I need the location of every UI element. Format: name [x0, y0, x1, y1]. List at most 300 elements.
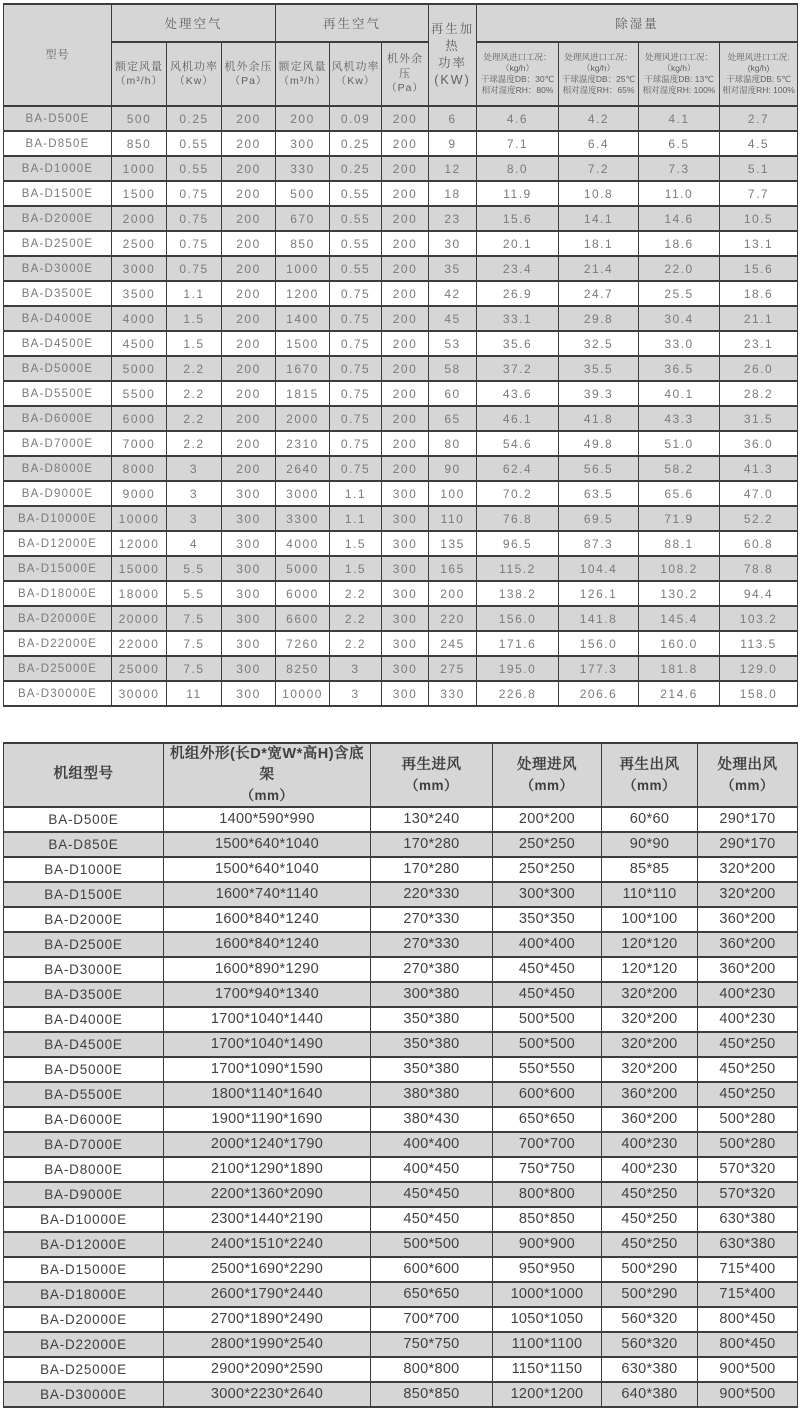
value-cell: 0.75: [330, 431, 382, 456]
value-cell: 26.0: [720, 356, 798, 381]
value-cell: 30: [429, 231, 477, 256]
value-cell: 450*250: [698, 1082, 798, 1107]
value-cell: 33.1: [477, 306, 559, 331]
value-cell: 300: [382, 506, 429, 531]
value-cell: 650*650: [493, 1107, 602, 1132]
value-cell: 104.4: [559, 556, 639, 581]
value-cell: 270*330: [371, 932, 493, 957]
value-cell: 500*500: [493, 1007, 602, 1032]
model-cell: BA-D850E: [4, 832, 164, 857]
model-cell: BA-D5000E: [4, 356, 112, 381]
value-cell: 200: [222, 356, 276, 381]
value-cell: 76.8: [477, 506, 559, 531]
value-cell: 360*200: [698, 932, 798, 957]
value-cell: 52.2: [720, 506, 798, 531]
value-cell: 170*280: [371, 857, 493, 882]
value-cell: 130*240: [371, 807, 493, 832]
value-cell: 380*430: [371, 1107, 493, 1132]
value-cell: 320*200: [698, 857, 798, 882]
value-cell: 360*200: [698, 957, 798, 982]
value-cell: 300: [222, 481, 276, 506]
value-cell: 800*450: [698, 1332, 798, 1357]
value-cell: 500*500: [493, 1032, 602, 1057]
col-header-fan-power-process: 风机功率 （Kw）: [167, 42, 222, 106]
value-cell: 145.4: [639, 606, 720, 631]
value-cell: 135: [429, 531, 477, 556]
value-cell: 320*200: [602, 982, 698, 1007]
value-cell: 1000: [276, 256, 330, 281]
model-cell: BA-D4500E: [4, 331, 112, 356]
value-cell: 7.3: [639, 156, 720, 181]
value-cell: 250*250: [493, 832, 602, 857]
value-cell: 2500: [112, 231, 167, 256]
group-header-dehumidification: 除湿量: [477, 4, 798, 42]
value-cell: 1600*840*1240: [164, 932, 371, 957]
value-cell: 170*280: [371, 832, 493, 857]
value-cell: 7.7: [720, 181, 798, 206]
value-cell: 6.4: [559, 131, 639, 156]
model-cell: BA-D9000E: [4, 1182, 164, 1207]
value-cell: 200: [222, 256, 276, 281]
value-cell: 1700*1040*1490: [164, 1032, 371, 1057]
value-cell: 2200*1360*2090: [164, 1182, 371, 1207]
value-cell: 290*170: [698, 807, 798, 832]
value-cell: 400*230: [698, 1007, 798, 1032]
model-cell: BA-D18000E: [4, 581, 112, 606]
value-cell: 0.75: [330, 281, 382, 306]
value-cell: 320*200: [602, 1007, 698, 1032]
value-cell: 18.1: [559, 231, 639, 256]
value-cell: 9: [429, 131, 477, 156]
table-row: [4, 1007, 798, 1032]
table-row: [4, 857, 798, 882]
value-cell: 1500: [112, 181, 167, 206]
value-cell: 85*85: [602, 857, 698, 882]
value-cell: 141.8: [559, 606, 639, 631]
value-cell: 0.75: [330, 306, 382, 331]
value-cell: 36.0: [720, 431, 798, 456]
value-cell: 56.5: [559, 456, 639, 481]
value-cell: 200: [382, 181, 429, 206]
value-cell: 640*380: [602, 1382, 698, 1407]
value-cell: 1.1: [167, 281, 222, 306]
value-cell: 0.55: [167, 131, 222, 156]
value-cell: 200: [222, 431, 276, 456]
value-cell: 120*120: [602, 932, 698, 957]
value-cell: 1900*1190*1690: [164, 1107, 371, 1132]
value-cell: 300: [222, 656, 276, 681]
value-cell: 200: [382, 331, 429, 356]
value-cell: 245: [429, 631, 477, 656]
value-cell: 2.2: [167, 431, 222, 456]
value-cell: 7.5: [167, 656, 222, 681]
table-row: [4, 556, 798, 581]
value-cell: 1500*640*1040: [164, 832, 371, 857]
value-cell: 450*250: [602, 1232, 698, 1257]
value-cell: 4.1: [639, 106, 720, 131]
value-cell: 450*250: [602, 1182, 698, 1207]
value-cell: 250*250: [493, 857, 602, 882]
model-cell: BA-D6000E: [4, 1107, 164, 1132]
value-cell: 300: [276, 131, 330, 156]
value-cell: 900*900: [493, 1232, 602, 1257]
table-row: [4, 957, 798, 982]
model-cell: BA-D4500E: [4, 1032, 164, 1057]
value-cell: 750*750: [371, 1332, 493, 1357]
value-cell: 0.75: [330, 331, 382, 356]
value-cell: 60: [429, 381, 477, 406]
value-cell: 110: [429, 506, 477, 531]
model-cell: BA-D18000E: [4, 1282, 164, 1307]
model-cell: BA-D4000E: [4, 306, 112, 331]
value-cell: 200: [382, 281, 429, 306]
value-cell: 3000: [276, 481, 330, 506]
value-cell: 560*320: [602, 1307, 698, 1332]
value-cell: 5.5: [167, 556, 222, 581]
value-cell: 156.0: [559, 631, 639, 656]
value-cell: 0.25: [330, 156, 382, 181]
value-cell: 300: [222, 606, 276, 631]
value-cell: 0.75: [330, 381, 382, 406]
value-cell: 500: [112, 106, 167, 131]
value-cell: 630*380: [698, 1232, 798, 1257]
table-row: [4, 181, 798, 206]
value-cell: 630*380: [602, 1357, 698, 1382]
value-cell: 330: [276, 156, 330, 181]
value-cell: 1670: [276, 356, 330, 381]
value-cell: 22000: [112, 631, 167, 656]
col-header-rated-airflow-regen: 额定风量 （m³/h）: [276, 42, 330, 106]
table-row: [4, 656, 798, 681]
col-header-condition-db13-rh100: 处理风进口工况： （kg/h） 干球温度DB: 13℃ 相对湿度RH: 100%: [639, 42, 720, 106]
value-cell: 113.5: [720, 631, 798, 656]
value-cell: 2000: [276, 406, 330, 431]
value-cell: 200: [382, 206, 429, 231]
value-cell: 360*200: [602, 1082, 698, 1107]
model-cell: BA-D15000E: [4, 1257, 164, 1282]
value-cell: 3000*2230*2640: [164, 1382, 371, 1407]
value-cell: 80: [429, 431, 477, 456]
value-cell: 500*280: [698, 1107, 798, 1132]
group-header-regen-air: 再生空气: [276, 4, 429, 42]
value-cell: 0.09: [330, 106, 382, 131]
value-cell: 360*200: [602, 1107, 698, 1132]
col-header-regen-outlet: 再生出风 （mm）: [602, 743, 698, 807]
value-cell: 5000: [276, 556, 330, 581]
value-cell: 0.75: [167, 181, 222, 206]
value-cell: 37.2: [477, 356, 559, 381]
value-cell: 4: [167, 531, 222, 556]
model-cell: BA-D9000E: [4, 481, 112, 506]
value-cell: 320*200: [602, 1032, 698, 1057]
value-cell: 300: [222, 581, 276, 606]
value-cell: 165: [429, 556, 477, 581]
col-header-static-pressure-process: 机外余压 （Pa）: [222, 42, 276, 106]
value-cell: 2900*2090*2590: [164, 1357, 371, 1382]
value-cell: 7000: [112, 431, 167, 456]
table-row: [4, 832, 798, 857]
model-cell: BA-D30000E: [4, 681, 112, 706]
table-row: [4, 807, 798, 832]
value-cell: 87.3: [559, 531, 639, 556]
value-cell: 21.4: [559, 256, 639, 281]
value-cell: 220: [429, 606, 477, 631]
col-header-outer-dimensions: 机组外形(长D*宽W*高H)含底架 （mm）: [164, 743, 371, 807]
value-cell: 2600*1790*2440: [164, 1282, 371, 1307]
performance-spec-table: [3, 3, 798, 707]
value-cell: 3500: [112, 281, 167, 306]
value-cell: 103.2: [720, 606, 798, 631]
value-cell: 35.6: [477, 331, 559, 356]
model-cell: BA-D500E: [4, 807, 164, 832]
value-cell: 0.55: [330, 231, 382, 256]
value-cell: 200: [222, 381, 276, 406]
value-cell: 15.6: [720, 256, 798, 281]
col-header-process-inlet: 处理进风 （mm）: [493, 743, 602, 807]
model-cell: BA-D30000E: [4, 1382, 164, 1407]
value-cell: 200: [222, 181, 276, 206]
value-cell: 138.2: [477, 581, 559, 606]
group-header-process-air: 处理空气: [112, 4, 276, 42]
value-cell: 450*250: [698, 1032, 798, 1057]
value-cell: 715*400: [698, 1282, 798, 1307]
table-row: [4, 681, 798, 706]
value-cell: 1700*940*1340: [164, 982, 371, 1007]
table-row: [4, 1332, 798, 1357]
table-row: [4, 1082, 798, 1107]
value-cell: 1200: [276, 281, 330, 306]
model-cell: BA-D2000E: [4, 907, 164, 932]
value-cell: 350*350: [493, 907, 602, 932]
value-cell: 15000: [112, 556, 167, 581]
value-cell: 10.8: [559, 181, 639, 206]
value-cell: 5500: [112, 381, 167, 406]
value-cell: 33.0: [639, 331, 720, 356]
value-cell: 30000: [112, 681, 167, 706]
col-header-rated-airflow-process: 额定风量 （m³/h）: [112, 42, 167, 106]
value-cell: 12000: [112, 531, 167, 556]
value-cell: 0.55: [330, 206, 382, 231]
value-cell: 6000: [112, 406, 167, 431]
model-cell: BA-D1500E: [4, 181, 112, 206]
col-header-condition-db5-rh100: 处理风进口工况: (kg/h) 干球温度DB: 5℃ 相对湿度RH: 100%: [720, 42, 798, 106]
value-cell: 560*320: [602, 1332, 698, 1357]
table-row: [4, 581, 798, 606]
value-cell: 13.1: [720, 231, 798, 256]
value-cell: 1.5: [167, 306, 222, 331]
table-row: [4, 1182, 798, 1207]
model-cell: BA-D12000E: [4, 531, 112, 556]
value-cell: 200: [382, 406, 429, 431]
value-cell: 0.55: [330, 256, 382, 281]
value-cell: 0.75: [330, 406, 382, 431]
value-cell: 2.7: [720, 106, 798, 131]
col-header-regen-inlet: 再生进风 （mm）: [371, 743, 493, 807]
value-cell: 290*170: [698, 832, 798, 857]
value-cell: 300: [382, 656, 429, 681]
value-cell: 0.55: [330, 181, 382, 206]
value-cell: 23: [429, 206, 477, 231]
value-cell: 715*400: [698, 1257, 798, 1282]
value-cell: 850*850: [371, 1382, 493, 1407]
table-row: [4, 1157, 798, 1182]
table-row: [4, 531, 798, 556]
model-cell: BA-D8000E: [4, 1157, 164, 1182]
value-cell: 41.8: [559, 406, 639, 431]
value-cell: 400*230: [698, 982, 798, 1007]
value-cell: 300: [382, 556, 429, 581]
value-cell: 18.6: [720, 281, 798, 306]
value-cell: 2.2: [330, 606, 382, 631]
value-cell: 0.75: [167, 256, 222, 281]
value-cell: 18.6: [639, 231, 720, 256]
value-cell: 1400*590*990: [164, 807, 371, 832]
model-cell: BA-D5000E: [4, 1057, 164, 1082]
value-cell: 500*290: [602, 1282, 698, 1307]
value-cell: 950*950: [493, 1257, 602, 1282]
model-cell: BA-D500E: [4, 106, 112, 131]
value-cell: 3: [330, 681, 382, 706]
value-cell: 200: [222, 206, 276, 231]
model-cell: BA-D20000E: [4, 606, 112, 631]
table-row: [4, 331, 798, 356]
value-cell: 4.5: [720, 131, 798, 156]
model-cell: BA-D12000E: [4, 1232, 164, 1257]
value-cell: 300: [382, 681, 429, 706]
value-cell: 3: [167, 506, 222, 531]
value-cell: 108.2: [639, 556, 720, 581]
value-cell: 300*380: [371, 982, 493, 1007]
value-cell: 24.7: [559, 281, 639, 306]
value-cell: 62.4: [477, 456, 559, 481]
value-cell: 600*600: [493, 1082, 602, 1107]
value-cell: 500: [276, 181, 330, 206]
table-row: [4, 431, 798, 456]
value-cell: 4500: [112, 331, 167, 356]
value-cell: 90*90: [602, 832, 698, 857]
value-cell: 0.75: [167, 206, 222, 231]
value-cell: 35.5: [559, 356, 639, 381]
value-cell: 41.3: [720, 456, 798, 481]
model-cell: BA-D1000E: [4, 156, 112, 181]
model-cell: BA-D3500E: [4, 281, 112, 306]
table-row: [4, 1057, 798, 1082]
model-label: 型号: [45, 49, 70, 62]
table-row: [4, 256, 798, 281]
value-cell: 0.75: [330, 456, 382, 481]
value-cell: 58.2: [639, 456, 720, 481]
value-cell: 26.9: [477, 281, 559, 306]
value-cell: 100: [429, 481, 477, 506]
value-cell: 200: [222, 281, 276, 306]
value-cell: 300: [222, 556, 276, 581]
value-cell: 2000*1240*1790: [164, 1132, 371, 1157]
value-cell: 60*60: [602, 807, 698, 832]
value-cell: 2.2: [167, 356, 222, 381]
value-cell: 500*500: [371, 1232, 493, 1257]
value-cell: 3: [167, 481, 222, 506]
value-cell: 300: [382, 531, 429, 556]
regen-heat-line1: 再生加热: [430, 22, 475, 54]
value-cell: 20.1: [477, 231, 559, 256]
value-cell: 15.6: [477, 206, 559, 231]
value-cell: 200: [382, 306, 429, 331]
value-cell: 60.8: [720, 531, 798, 556]
table-row: [4, 131, 798, 156]
table-row: [4, 381, 798, 406]
table-row: [4, 1307, 798, 1332]
value-cell: 450*450: [493, 982, 602, 1007]
value-cell: 1.5: [167, 331, 222, 356]
value-cell: 12: [429, 156, 477, 181]
model-cell: BA-D7000E: [4, 1132, 164, 1157]
value-cell: 200: [222, 231, 276, 256]
table-row: [4, 1232, 798, 1257]
value-cell: 4000: [276, 531, 330, 556]
value-cell: 1100*1100: [493, 1332, 602, 1357]
value-cell: 65.6: [639, 481, 720, 506]
value-cell: 320*200: [698, 882, 798, 907]
model-cell: BA-D3000E: [4, 957, 164, 982]
value-cell: 1800*1140*1640: [164, 1082, 371, 1107]
model-cell: BA-D15000E: [4, 556, 112, 581]
value-cell: 1000*1000: [493, 1282, 602, 1307]
value-cell: 7260: [276, 631, 330, 656]
value-cell: 90: [429, 456, 477, 481]
value-cell: 200: [382, 131, 429, 156]
value-cell: 200: [382, 156, 429, 181]
value-cell: 330: [429, 681, 477, 706]
value-cell: 36.5: [639, 356, 720, 381]
value-cell: 2.2: [167, 406, 222, 431]
model-cell: BA-D1500E: [4, 882, 164, 907]
value-cell: 400*400: [371, 1132, 493, 1157]
model-cell: BA-D22000E: [4, 631, 112, 656]
table-row: [4, 631, 798, 656]
value-cell: 8000: [112, 456, 167, 481]
model-cell: BA-D7000E: [4, 431, 112, 456]
value-cell: 700*700: [371, 1307, 493, 1332]
value-cell: 2800*1990*2540: [164, 1332, 371, 1357]
value-cell: 270*380: [371, 957, 493, 982]
value-cell: 5.1: [720, 156, 798, 181]
value-cell: 800*800: [493, 1182, 602, 1207]
value-cell: 25000: [112, 656, 167, 681]
value-cell: 1815: [276, 381, 330, 406]
value-cell: 96.5: [477, 531, 559, 556]
value-cell: 1050*1050: [493, 1307, 602, 1332]
value-cell: 2.2: [330, 631, 382, 656]
value-cell: 200: [382, 456, 429, 481]
value-cell: 850: [112, 131, 167, 156]
value-cell: 4.2: [559, 106, 639, 131]
value-cell: 450*250: [602, 1207, 698, 1232]
value-cell: 450*450: [371, 1207, 493, 1232]
value-cell: 5000: [112, 356, 167, 381]
value-cell: 650*650: [371, 1282, 493, 1307]
value-cell: 43.6: [477, 381, 559, 406]
value-cell: 1.1: [330, 481, 382, 506]
value-cell: 25.5: [639, 281, 720, 306]
value-cell: 200: [222, 156, 276, 181]
col-header-condition-db25-rh65: 处理风进口工况： （kg/h） 干球温度DB：25℃ 相对湿度RH：65%: [559, 42, 639, 106]
value-cell: 158.0: [720, 681, 798, 706]
value-cell: 2500*1690*2290: [164, 1257, 371, 1282]
table-row: [4, 907, 798, 932]
value-cell: 58: [429, 356, 477, 381]
value-cell: 10000: [276, 681, 330, 706]
value-cell: 200: [222, 406, 276, 431]
